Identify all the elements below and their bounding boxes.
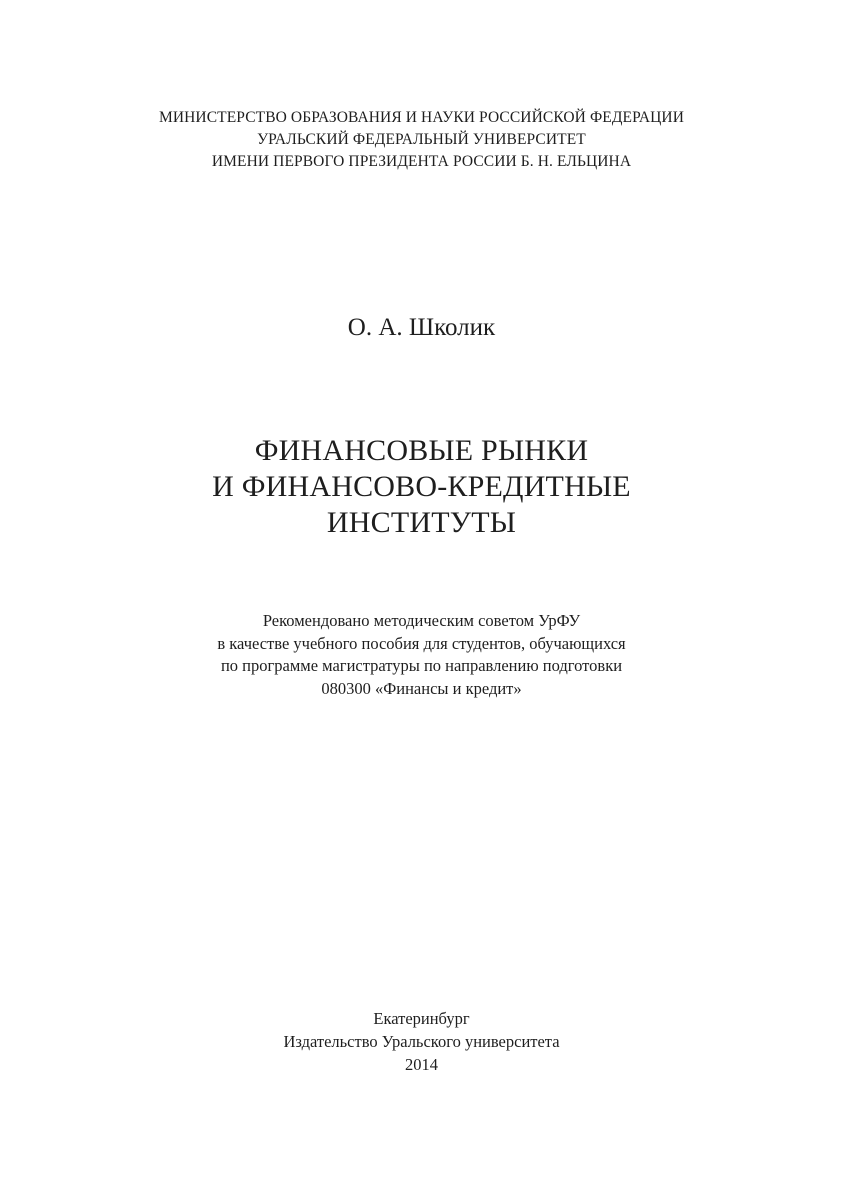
author-name: О. А. Школик — [347, 314, 496, 341]
institution-header — [0, 107, 843, 173]
recommendation-line-4: 080300 «Финансы и кредит» — [321, 678, 522, 698]
publication-imprint — [0, 1007, 843, 1076]
imprint-city: Екатеринбург — [373, 1009, 470, 1028]
title-line-1: ФИНАНСОВЫЕ РЫНКИ — [254, 434, 589, 467]
imprint-publisher: Издательство Уральского университета — [283, 1032, 560, 1051]
recommendation-note — [0, 610, 843, 700]
university-line: УРАЛЬСКИЙ ФЕДЕРАЛЬНЫЙ УНИВЕРСИТЕТ — [257, 131, 586, 148]
book-title — [0, 433, 843, 541]
university-name-line: ИМЕНИ ПЕРВОГО ПРЕЗИДЕНТА РОССИИ Б. Н. ЕЛЬЦИНА — [211, 153, 632, 170]
recommendation-line-2: в качестве учебного пособия для студентов, обучающихся — [217, 633, 626, 653]
ministry-line: МИНИСТЕРСТВО ОБРАЗОВАНИЯ И НАУКИ РОССИЙСКОЙ ФЕДЕРАЦИИ — [158, 109, 685, 126]
title-line-2: И ФИНАНСОВО-КРЕДИТНЫЕ — [212, 470, 631, 503]
recommendation-line-3: по программе магистратуры по направлению подготовки — [220, 656, 623, 675]
title-line-3: ИНСТИТУТЫ — [326, 506, 517, 539]
recommendation-line-1: Рекомендовано методическим советом УрФУ — [262, 611, 581, 630]
imprint-year: 2014 — [405, 1055, 438, 1074]
